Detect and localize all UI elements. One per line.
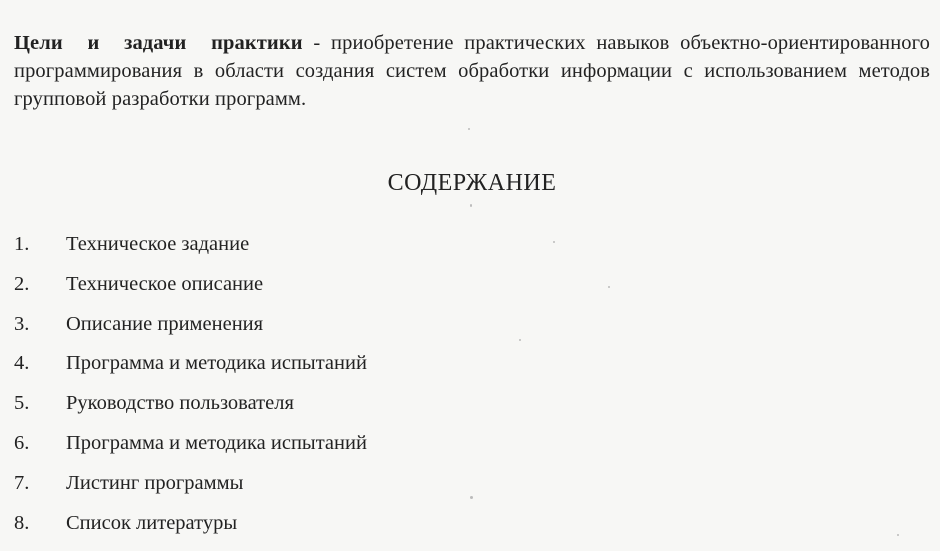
contents-item-number: 6. xyxy=(14,431,30,454)
contents-item-number: 7. xyxy=(14,471,30,494)
contents-item-label: Программа и методика испытаний xyxy=(66,431,367,454)
scan-speck xyxy=(519,339,521,341)
contents-item xyxy=(14,388,367,428)
contents-item-label: Описание применения xyxy=(66,312,264,335)
contents-item xyxy=(14,309,367,349)
contents-item-number: 2. xyxy=(14,272,30,295)
scan-speck xyxy=(468,128,470,130)
contents-item-number: 4. xyxy=(14,352,30,375)
contents-item xyxy=(14,468,367,508)
intro-body-text: - приобретение практических навыков объектно-ориентированного программирования в области создания систем обработки информации с использованием методов групповой разработки программ. xyxy=(14,31,931,110)
contents-item xyxy=(14,229,367,269)
scan-speck xyxy=(470,204,472,207)
contents-item xyxy=(14,428,367,468)
intro-bold-heading: Цели и задачи практики xyxy=(14,31,303,54)
contents-item-number: 8. xyxy=(14,511,30,534)
contents-item-label: Техническое описание xyxy=(66,272,264,295)
scan-speck xyxy=(470,496,473,499)
contents-item-label: Программа и методика испытаний xyxy=(66,352,367,375)
contents-title: СОДЕРЖАНИЕ xyxy=(387,170,557,196)
contents-list xyxy=(14,229,367,547)
contents-item xyxy=(14,269,367,309)
contents-item-number: 1. xyxy=(14,233,30,255)
intro-paragraph xyxy=(14,29,930,113)
contents-item-number: 3. xyxy=(14,312,30,335)
scan-speck xyxy=(553,241,555,243)
contents-item-label: Листинг программы xyxy=(66,471,244,494)
contents-item xyxy=(14,508,367,548)
contents-item-label: Техническое задание xyxy=(66,233,250,255)
scan-speck xyxy=(897,534,899,536)
contents-item xyxy=(14,348,367,388)
contents-item-label: Руководство пользователя xyxy=(66,392,294,415)
scan-speck xyxy=(608,286,610,288)
contents-item-label: Список литературы xyxy=(66,511,238,534)
contents-item-number: 5. xyxy=(14,392,30,415)
